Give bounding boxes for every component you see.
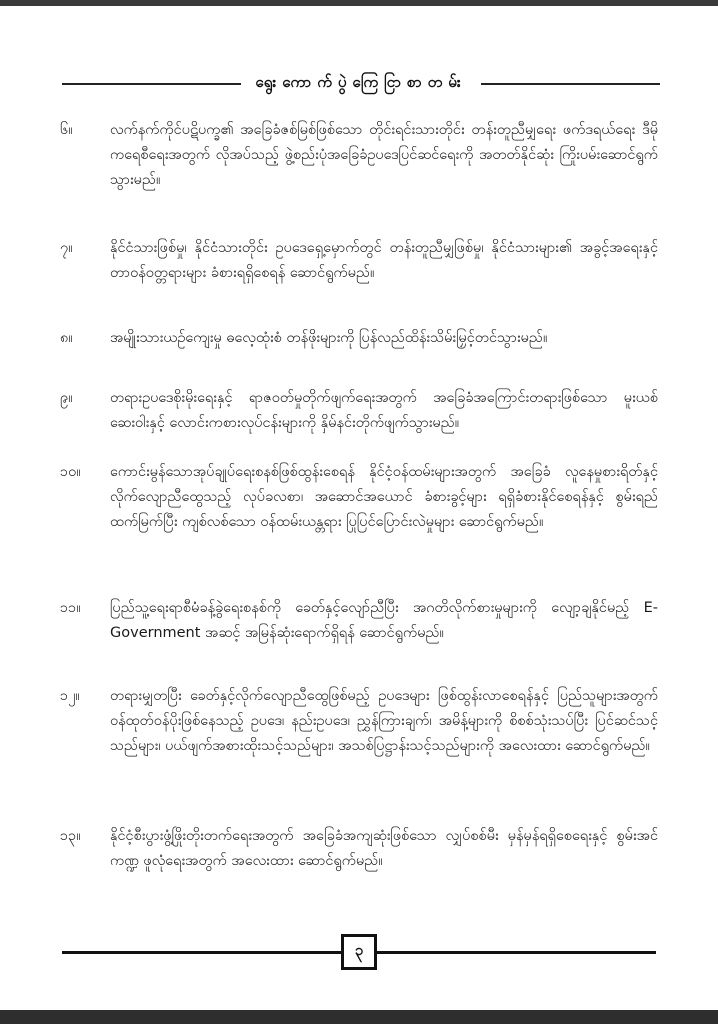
policy-item-13 bbox=[60, 824, 660, 874]
footer-rule-left bbox=[62, 951, 341, 954]
policy-item-12 bbox=[60, 684, 660, 759]
top-border bbox=[0, 0, 718, 6]
page-title: ရွေးကောက်ပွဲကြေငြာစာတမ်း bbox=[255, 73, 467, 91]
item-text: တရားမျှတပြီး ခေတ်နှင့်လိုက်လျောညီထွေဖြစ်မည့် ဥပဒေများ ဖြစ်ထွန်းလာစေရန်နှင့် ပြည်သူများအတွက် ဝန်ထုတ်ဝန်ပိုးဖြစ်နေသည့် ဥပဒေ၊ နည်းဥပဒေ၊ ညွှန်ကြားချက်၊ အမိန့်များကို စိစစ်သုံးသပ်ပြီး ပြင်ဆင်သင့်သည်များ၊ ပယ်ဖျက်အစားထိုးသင့်သည်များ၊ အသစ်ပြဋ္ဌာန်းသင့်သည်များကို အလေးထား ဆောင်ရွက်မည်။ bbox=[110, 688, 658, 754]
item-number: ၉။ bbox=[60, 390, 73, 406]
item-text: အမျိုးသားယဉ်ကျေးမှု ဓလေ့ထုံးစံ တန်ဖိုးများကို ပြန်လည်ထိန်းသိမ်းမြှင့်တင်သွားမည်။ bbox=[110, 330, 548, 346]
item-text: နိုင်ငံ့စီးပွားဖွံ့ဖြိုးတိုးတက်ရေးအတွက် အခြေခံအကျဆုံးဖြစ်သော လျှပ်စစ်မီး မှန်မှန်ရရှိစေရေးနှင့် စွမ်းအင်ကဏ္ဍ ဖူလုံရေးအတွက် အလေးထား ဆောင်ရွက်မည်။ bbox=[110, 828, 658, 869]
item-number: ၁၀။ bbox=[60, 464, 81, 480]
item-text: ကောင်းမွန်သောအုပ်ချုပ်ရေးစနစ်ဖြစ်ထွန်းစေရန် နိုင်ငံ့ဝန်ထမ်းများအတွက် အခြေခံ လူနေမှုစားရိတ်နှင့် လိုက်လျောညီထွေသည့် လုပ်ခလစာ၊ အဆောင်အယောင် ခံစားခွင့်များ ရရှိခံစားနိုင်စေရန်နှင့် စွမ်းရည်ထက်မြက်ပြီး ကျစ်လစ်သော ဝန်ထမ်းယန္တရား ပြုပြင်ပြောင်းလဲမှုများ ဆောင်ရွက်မည်။ bbox=[110, 464, 658, 530]
header-rule-left bbox=[62, 83, 241, 85]
policy-item-6 bbox=[60, 118, 660, 193]
item-text: ပြည်သူ့ရေးရာစီမံခန့်ခွဲရေးစနစ်ကို ခေတ်နှင့်လျော်ညီပြီး အဂတိလိုက်စားမှုများကို လျော့ချနိုင်မည့် E- Government အဆင့် အမြန်ဆုံးရောက်ရှိရန် ဆောင်ရွက်မည်။ bbox=[110, 600, 658, 641]
policy-item-10 bbox=[60, 460, 660, 535]
item-number: ၁၃။ bbox=[60, 828, 81, 844]
item-text: လက်နက်ကိုင်ပဋိပက္ခ၏ အခြေခံဇစ်မြစ်ဖြစ်သော တိုင်းရင်းသားတိုင်း တန်းတူညီမျှရေး ဖက်ဒရယ်ရေး ဒီမိုကရေစီရေးအတွက် လိုအပ်သည့် ဖွဲ့စည်းပုံအခြေခံဥပဒေပြင်ဆင်ရေးကို အတတ်နိုင်ဆုံး ကြိုးပမ်းဆောင်ရွက်သွားမည်။ bbox=[110, 122, 658, 188]
page-header bbox=[62, 72, 660, 96]
page-footer bbox=[62, 935, 656, 969]
item-text: နိုင်ငံသားဖြစ်မှု၊ နိုင်ငံသားတိုင်း ဥပဒေရှေ့မှောက်တွင် တန်းတူညီမျှဖြစ်မှု၊ နိုင်ငံသားများ၏ အခွင့်အရေးနှင့် တာဝန်ဝတ္တရားများ ခံစားရရှိစေရန် ဆောင်ရွက်မည်။ bbox=[110, 240, 658, 281]
page-number: ၃ bbox=[341, 934, 377, 970]
item-number: ၆။ bbox=[60, 122, 73, 138]
item-text: တရားဥပဒေစိုးမိုးရေးနှင့် ရာဇဝတ်မှုတိုက်ဖျက်ရေးအတွက် အခြေခံအကြောင်းတရားဖြစ်သော မူးယစ်ဆေးဝါးနှင့် လောင်းကစားလုပ်ငန်းများကို နှိမ်နင်းတိုက်ဖျက်သွားမည်။ bbox=[110, 390, 658, 431]
policy-item-7 bbox=[60, 236, 660, 286]
item-number: ၁၂။ bbox=[60, 688, 80, 704]
item-number: ၈။ bbox=[60, 330, 73, 346]
policy-item-9 bbox=[60, 386, 660, 436]
policy-item-8 bbox=[60, 326, 660, 351]
bottom-border bbox=[0, 1010, 718, 1024]
policy-item-11 bbox=[60, 596, 660, 646]
footer-rule-right bbox=[377, 951, 656, 954]
header-rule-right bbox=[481, 83, 660, 85]
item-number: ၁၁။ bbox=[60, 600, 81, 616]
item-number: ၇။ bbox=[60, 240, 73, 256]
